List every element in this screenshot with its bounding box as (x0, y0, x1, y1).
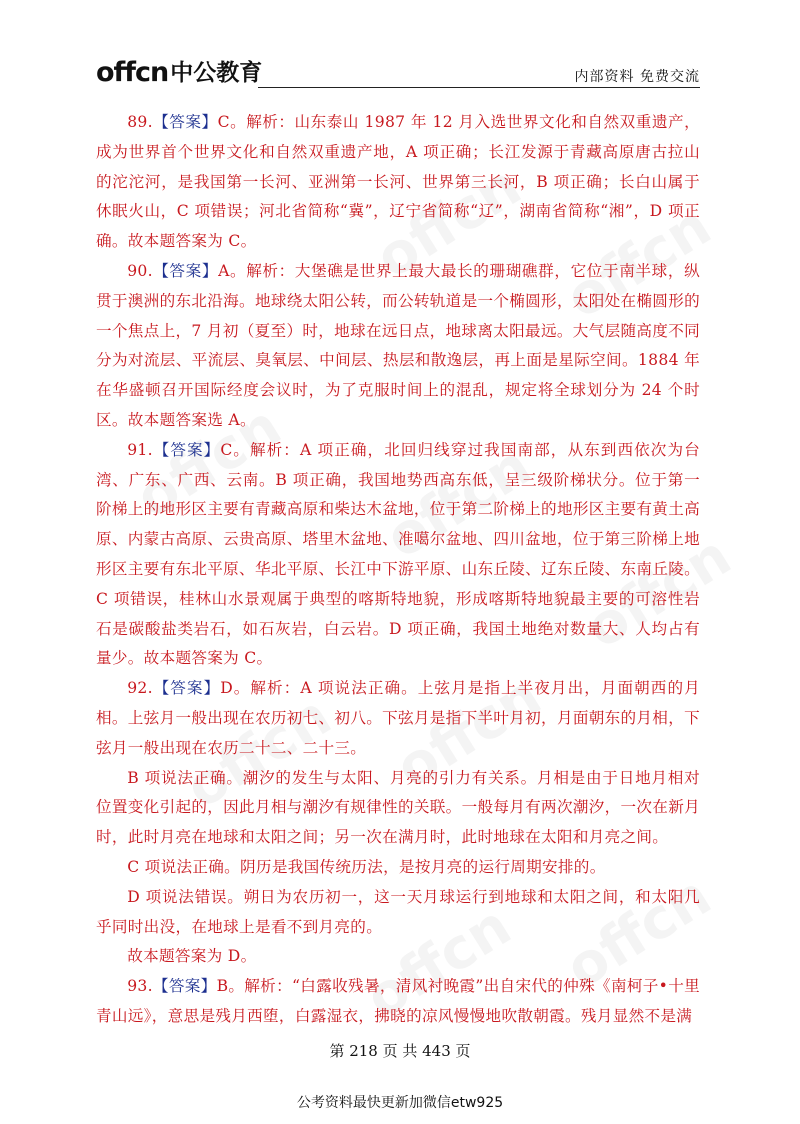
answer-paragraph (96, 972, 700, 1032)
answer-paragraph (96, 108, 700, 257)
answer-explanations (96, 108, 700, 1032)
answer-text: D 项说法错误。朔日为农历初一，这一天月球运行到地球和太阳之间，和太阳几乎同时出没，在地球上是看不到月亮的。 (96, 887, 700, 936)
question-number: 89. (127, 113, 153, 131)
question-number: 92. (127, 679, 153, 698)
answer-text: C 项说法正确。阴历是我国传统历法，是按月亮的运行周期安排的。 (127, 857, 606, 876)
explanation-paragraph (96, 853, 700, 883)
answer-text: B 项说法正确。潮汐的发生与太阳、月亮的引力有关系。月相是由于日地月相对位置变化引起的，因此月相与潮汐有规律性的关联。一般每月有两次潮汐，一次在新月时，此时月亮在地球和太阳之间；另一次在满月时，此时地球在太阳和月亮之间。 (96, 768, 700, 847)
header-tagline: 内部资料 免费交流 (574, 69, 700, 85)
answer-text: B。解析：“白露收残暑，清风衬晚霞”出自宋代的仲殊《南柯子•十里青山远》，意思是残月西堕，白露湿衣，拂晓的凉风慢慢地吹散朝霞。残月显然不是满 (96, 977, 701, 1025)
page-number: 第 218 页 共 443 页 (329, 1042, 471, 1060)
answer-paragraph (96, 674, 700, 763)
question-number: 93. (127, 977, 153, 996)
question-number: 91. (127, 440, 153, 459)
answer-tag: 【答案】 (152, 977, 217, 996)
answer-text: A。解析：大堡礁是世界上最大最长的珊瑚礁群，它位于南半球，纵贯于澳洲的东北沿海。地球绕太阳公转，而公转轨道是一个椭圆形，太阳处在椭圆形的一个焦点上，7 月初（夏至）时，地球在远日点，地球离太阳最远。大气层随高度不同分为对流层、平流层、臭氧层、中间层、热层和散逸层，再上面是星际空间。1884 年在华盛顿召开国际经度会议时，为了克服时间上的混乱，规定将全球划分为 24 个时区。故本题答案选 A。 (96, 261, 700, 429)
answer-text: C。解析：A 项正确，北回归线穿过我国南部，从东到西依次为台湾、广东、广西、云南。B 项正确，我国地势西高东低，呈三级阶梯状分。位于第一阶梯上的地形区主要有青藏高原和柴达木盆地，位于第二阶梯上的地形区主要有黄土高原、内蒙古高原、云贵高原、塔里木盆地、准噶尔盆地、四川盆地，位于第三阶梯上地形区主要有东北平原、华北平原、长江中下游平原、山东丘陵、辽东丘陵、东南丘陵。C 项错误，桂林山水景观属于典型的喀斯特地貌，形成喀斯特地貌最主要的可溶性岩石是碳酸盐类岩石，如石灰岩，白云岩。D 项正确，我国土地绝对数量大、人均占有量少。故本题答案为 C。 (96, 440, 700, 668)
explanation-paragraph (96, 764, 700, 853)
logo-wordmark: offcn (96, 57, 169, 88)
header-rule (258, 87, 700, 88)
answer-tag: 【答案】 (152, 113, 218, 131)
page-header (96, 56, 700, 90)
logo-chinese-name: 中公教育 (170, 60, 263, 86)
answer-text: D。解析：A 项说法正确。上弦月是指上半夜月出，月面朝西的月相。上弦月一般出现在农历初七、初八。下弦月是指下半叶月初，月面朝东的月相，下弦月一般出现在农历二十二、二十三。 (96, 679, 700, 757)
answer-text: C。解析：山东泰山 1987 年 12 月入选世界文化和自然双重遗产，成为世界首个世界文化和自然双重遗产地，A 项正确；长江发源于青藏高原唐古拉山的沱沱河，是我国第一长河、亚洲第一长河、世界第三长河，B 项正确；长白山属于休眠火山，C 项错误；河北省简称“冀”，辽宁省简称“辽”，湖南省简称“湘”，D 项正确。故本题答案为 C。 (96, 113, 700, 251)
offcn-logo (96, 58, 262, 88)
answer-text: 故本题答案为 D。 (127, 947, 257, 966)
answer-tag: 【答案】 (152, 440, 221, 459)
explanation-paragraph (96, 942, 700, 972)
explanation-paragraph (96, 883, 700, 943)
question-number: 90. (127, 261, 153, 280)
answer-tag: 【答案】 (152, 679, 221, 698)
answer-paragraph (96, 436, 700, 674)
answer-tag: 【答案】 (152, 261, 219, 280)
answer-paragraph (96, 257, 700, 436)
footer-contact: 公考资料最快更新加微信etw925 (296, 1095, 504, 1111)
